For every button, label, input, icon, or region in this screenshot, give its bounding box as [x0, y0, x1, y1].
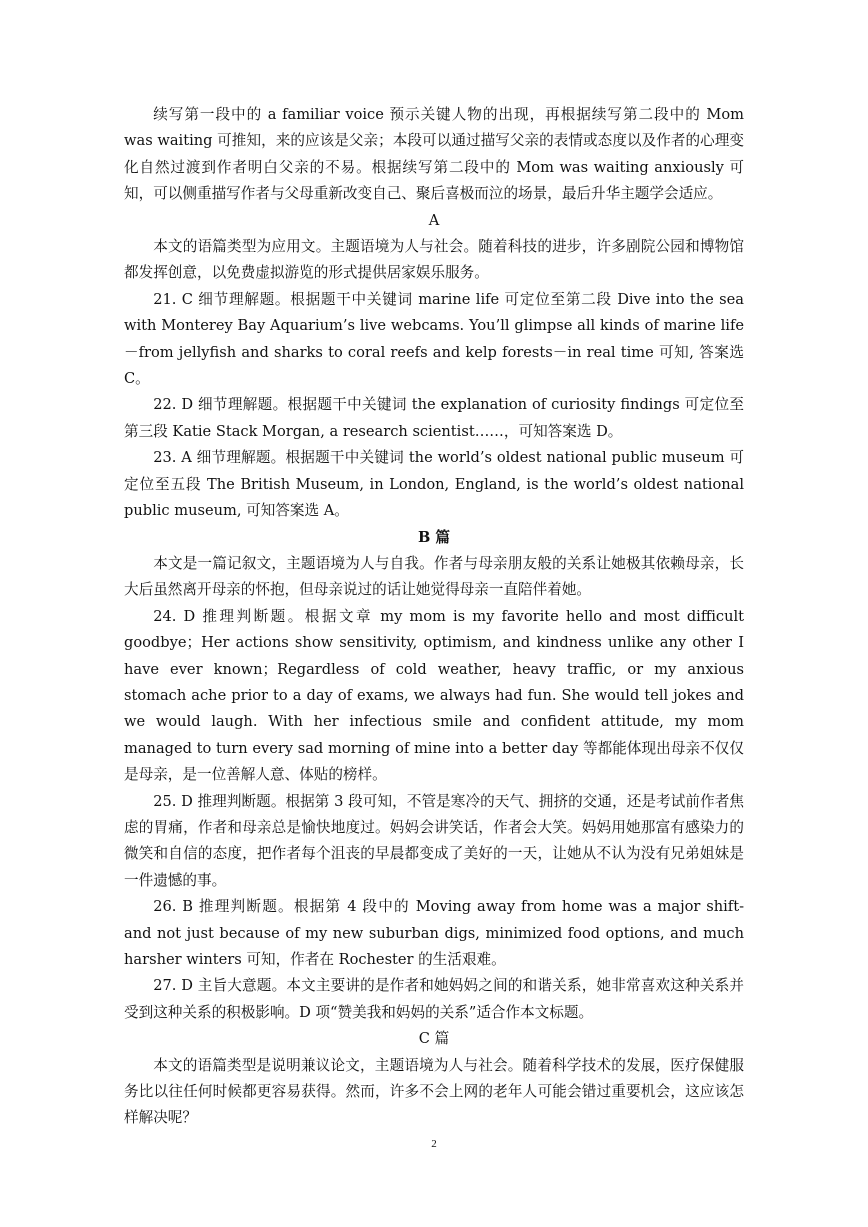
- section-heading-c: C 篇: [418, 1030, 450, 1048]
- paragraph-continuation-writing: 续写第一段中的 a familiar voice 预示关键人物的出现，再根据续写第二段中的 Mom was waiting 可推知，来的应该是父亲；本段可以通过描写父亲的表情或态度以及作者的心理变化自然过渡到作者明白父亲的不易。根据续写第二段中的 Mom was waiting anxiously 可知，可以侧重描写作者与父母重新改变自己、聚后喜极而泣的场景，最后升华主题学会适应。: [124, 106, 744, 203]
- section-heading-b: B 篇: [417, 528, 450, 546]
- answer-22: 22. D 细节理解题。根据题干中关键词 the explanation of curiosity findings 可定位至第三段 Katie Stack Morgan, a research scientist……，可知答案选 D。: [124, 396, 744, 440]
- paragraph-a-summary: 本文的语篇类型为应用文。主题语境为人与社会。随着科技的进步，许多剧院公园和博物馆都发挥创意，以免费虚拟游览的形式提供居家娱乐服务。: [124, 238, 744, 282]
- answer-24: 24. D 推理判断题。根据文章 my mom is my favorite hello and most difficult goodbye；Her actions show sensitivity, optimism, and kindness unlike any other I have ever known；Regardless of cold weather, heavy traffic, or my anxious stomach ache prior to a day of exams, we always had fun. She would tell jokes and we would laugh. With her infectious smile and confident attitude, my mom managed to turn every sad morning of mine into a better day 等都能体现出母亲不仅仅是母亲，是一位善解人意、体贴的榜样。: [124, 607, 744, 784]
- document-body: [124, 102, 744, 1132]
- answer-23: 23. A 细节理解题。根据题干中关键词 the world’s oldest national public museum 可定位至五段 The British Museum, in London, England, is the world’s oldest national public museum, 可知答案选 A。: [124, 449, 744, 520]
- answer-25: 25. D 推理判断题。根据第 3 段可知，不管是寒冷的天气、拥挤的交通，还是考试前作者焦虑的胃痛，作者和母亲总是愉快地度过。妈妈会讲笑话，作者会大笑。妈妈用她那富有感染力的微笑和自信的态度，把作者每个沮丧的早晨都变成了美好的一天，让她从不认为没有兄弟姐妹是一件遗憾的事。: [124, 792, 744, 889]
- answer-26: 26. B 推理判断题。根据第 4 段中的 Moving away from home was a major shift- and not just because of my new suburban digs, minimized food options, and much harsher winters 可知，作者在 Rochester 的生活艰难。: [124, 898, 744, 968]
- answer-27: 27. D 主旨大意题。本文主要讲的是作者和她妈妈之间的和谐关系，她非常喜欢这种关系并受到这种关系的积极影响。D 项“赞美我和妈妈的关系”适合作本文标题。: [124, 977, 744, 1021]
- answer-21: 21. C 细节理解题。根据题干中关键词 marine life 可定位至第二段 Dive into the sea with Monterey Bay Aquarium’s live webcams. You’ll glimpse all kinds of marine life－from jellyfish and sharks to coral reefs and kelp forests－in real time 可知, 答案选 C。: [124, 290, 744, 388]
- page-number: 2: [431, 1138, 437, 1150]
- paragraph-b-summary: 本文是一篇记叙文，主题语境为人与自我。作者与母亲朋友般的关系让她极其依赖母亲，长大后虽然离开母亲的怀抱，但母亲说过的话让她觉得母亲一直陪伴着她。: [124, 554, 744, 599]
- paragraph-c-summary: 本文的语篇类型是说明兼议论文，主题语境为人与社会。随着科学技术的发展，医疗保健服务比以往任何时候都更容易获得。然而，许多不会上网的老年人可能会错过重要机会，这应该怎样解决呢？: [124, 1056, 744, 1127]
- section-heading-a: A: [428, 211, 440, 229]
